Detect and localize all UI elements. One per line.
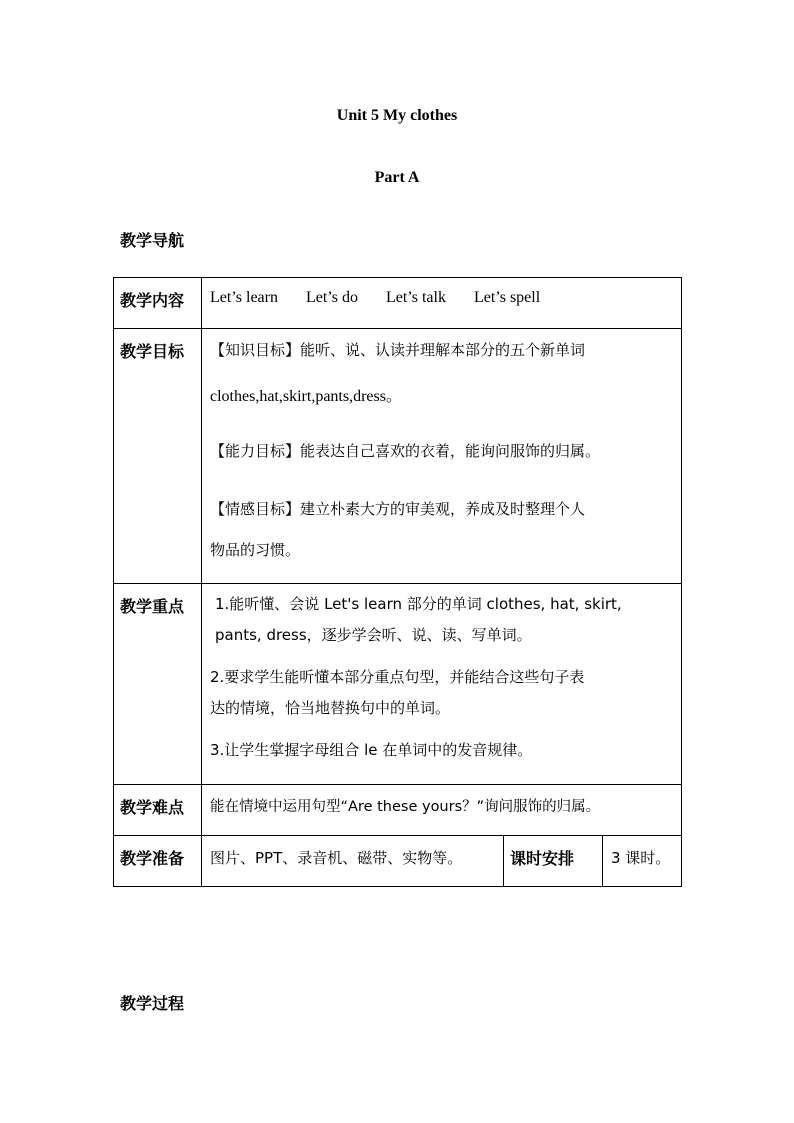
preparation-row <box>114 836 682 887</box>
document-title: Unit 5 My clothes <box>336 107 458 124</box>
goals-line: 【能力目标】能表达自己喜欢的衣着，能询问服饰的归属。 <box>210 442 601 460</box>
schedule-cell <box>603 836 682 887</box>
goals-row <box>114 329 682 584</box>
preparation-cell <box>202 836 504 887</box>
difficulties-cell <box>202 785 682 836</box>
goals-line: 物品的习惯。 <box>210 541 301 559</box>
content-item: Let’s spell <box>473 289 541 306</box>
key-points-line: 2.要求学生能听懂本部分重点句型，并能结合这些句子表 <box>210 668 585 686</box>
goals-line: 【知识目标】能听、说、认读并理解本部分的五个新单词 <box>210 341 586 359</box>
process-heading: 教学过程 <box>120 994 185 1013</box>
goals-cell <box>202 329 682 584</box>
difficulties-row <box>114 785 682 836</box>
content-item: Let’s talk <box>385 289 446 306</box>
content-item: Let’s do <box>305 289 358 306</box>
difficulties-label: 教学难点 <box>114 785 202 836</box>
key-points-cell <box>202 584 682 785</box>
preparation-label: 教学准备 <box>114 836 202 887</box>
schedule-value: 3 课时。 <box>611 849 671 867</box>
lesson-table <box>113 277 682 887</box>
content-cell <box>202 278 682 329</box>
goals-label: 教学目标 <box>114 329 202 584</box>
goals-line: clothes,hat,skirt,pants,dress。 <box>210 388 402 405</box>
content-label: 教学内容 <box>114 278 202 329</box>
key-points-row <box>114 584 682 785</box>
difficulties-text: 能在情境中运用句型“Are these yours？”询问服饰的归属。 <box>210 799 601 815</box>
key-points-label: 教学重点 <box>114 584 202 785</box>
key-points-line: 1.能听懂、会说 Let's learn 部分的单词 clothes, hat, skirt, <box>215 595 622 613</box>
key-points-line: 达的情境，恰当地替换句中的单词。 <box>210 699 451 717</box>
content-item: Let’s learn <box>210 289 278 306</box>
key-points-line: pants, dress，逐步学会听、说、读、写单词。 <box>215 626 532 644</box>
key-points-line: 3.让学生掌握字母组合 le 在单词中的发音规律。 <box>210 741 533 759</box>
goals-line: 【情感目标】建立朴素大方的审美观，养成及时整理个人 <box>210 500 586 518</box>
nav-heading: 教学导航 <box>120 231 185 250</box>
preparation-text: 图片、PPT、录音机、磁带、实物等。 <box>210 849 463 867</box>
content-row <box>114 278 682 329</box>
document-part: Part A <box>374 169 420 186</box>
schedule-label: 课时安排 <box>504 836 603 887</box>
